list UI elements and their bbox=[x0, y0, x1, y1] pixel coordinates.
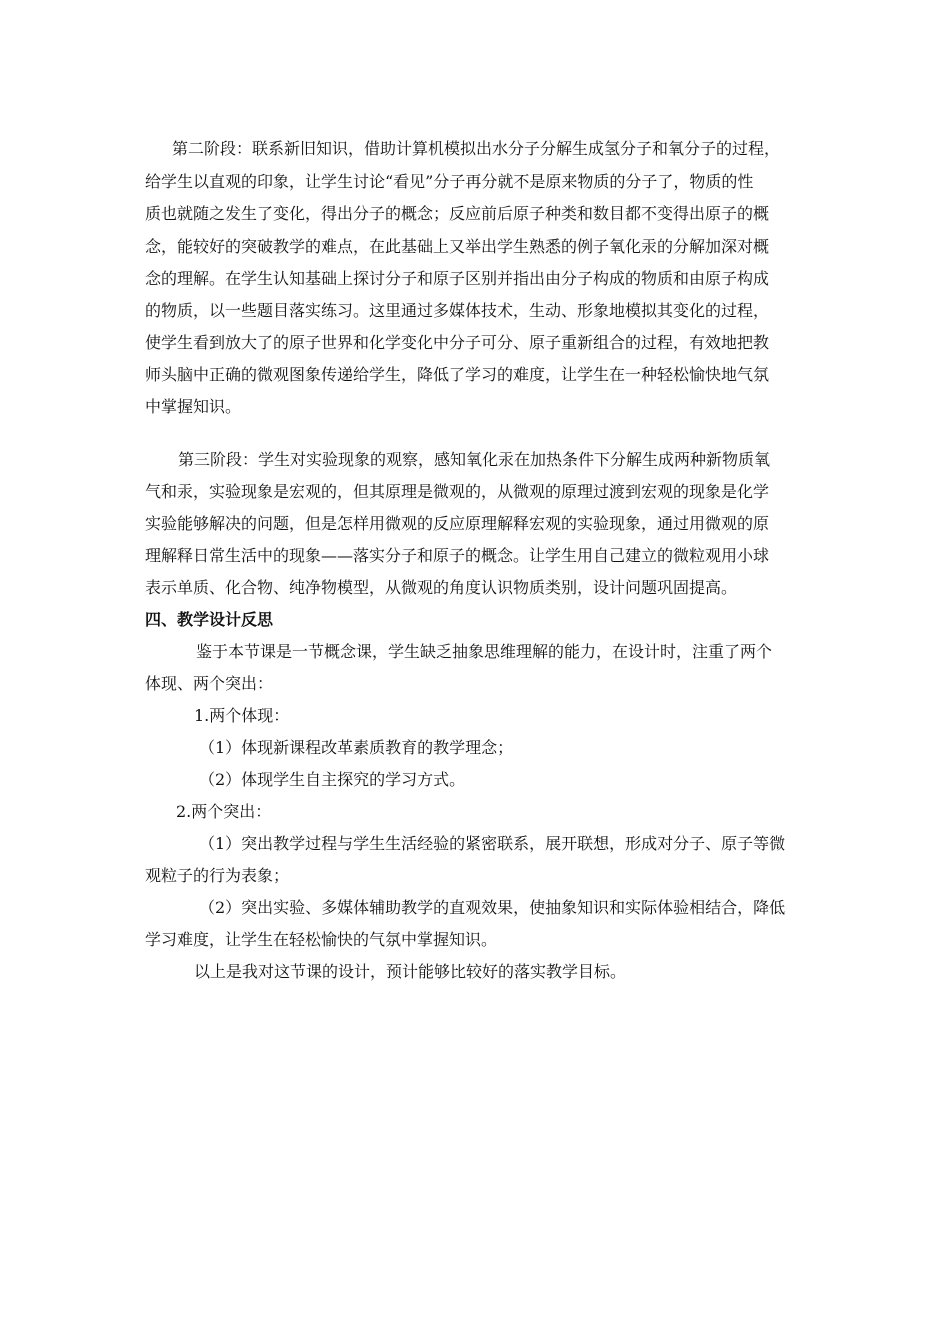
stage2-line: 念的理解。在学生认知基础上探讨分子和原子区别并指出由分子构成的物质和由原子构成 bbox=[145, 269, 770, 288]
stage2-line: 的物质，以一些题目落实练习。这里通过多媒体技术，生动、形象地模拟其变化的过程， bbox=[145, 301, 770, 320]
item2-sub1-line: 观粒子的行为表象； bbox=[145, 866, 290, 885]
item1-title: 1.两个体现： bbox=[194, 706, 290, 725]
stage2-line: 使学生看到放大了的原子世界和化学变化中分子可分、原子重新组合的过程，有效地把教 bbox=[145, 333, 770, 352]
stage3-line: 实验能够解决的问题，但是怎样用微观的反应原理解释宏观的实验现象，通过用微观的原 bbox=[145, 514, 770, 533]
intro-line: 体现、两个突出： bbox=[145, 674, 274, 693]
stage2-line: 质也就随之发生了变化，得出分子的概念；反应前后原子种类和数目都不变得出原子的概 bbox=[145, 204, 770, 223]
stage2-line: 师头脑中正确的微观图象传递给学生，降低了学习的难度，让学生在一种轻松愉快地气氛 bbox=[145, 365, 770, 384]
stage3-line: 表示单质、化合物、纯净物模型，从微观的角度认识物质类别，设计问题巩固提高。 bbox=[145, 578, 738, 597]
item2-title: 2.两个突出： bbox=[176, 802, 272, 821]
item2-sub2-line: 学习难度，让学生在轻松愉快的气氛中掌握知识。 bbox=[145, 930, 498, 949]
intro-line: 鉴于本节课是一节概念课，学生缺乏抽象思维理解的能力，在设计时，注重了两个 bbox=[196, 642, 773, 661]
stage2-line: 中掌握知识。 bbox=[145, 397, 242, 416]
item2-sub2-line: （2）突出实验、多媒体辅助教学的直观效果，使抽象知识和实际体验相结合，降低 bbox=[199, 898, 786, 917]
stage3-line: 理解释日常生活中的现象——落实分子和原子的概念。让学生用自己建立的微粒观用小球 bbox=[145, 546, 770, 565]
item2-sub1-line: （1）突出教学过程与学生生活经验的紧密联系，展开联想，形成对分子、原子等微 bbox=[199, 834, 786, 853]
closing-sentence: 以上是我对这节课的设计，预计能够比较好的落实教学目标。 bbox=[194, 962, 627, 981]
stage2-line: 第二阶段：联系新旧知识，借助计算机模拟出水分子分解生成氢分子和氧分子的过程， bbox=[172, 139, 781, 158]
stage2-line: 念，能较好的突破教学的难点，在此基础上又举出学生熟悉的例子氧化汞的分解加深对概 bbox=[145, 237, 770, 256]
item1-sub1: （1）体现新课程改革素质教育的教学理念； bbox=[199, 738, 514, 757]
stage3-line: 气和汞，实验现象是宏观的，但其原理是微观的，从微观的原理过渡到宏观的现象是化学 bbox=[145, 482, 770, 501]
section-heading: 四、教学设计反思 bbox=[145, 610, 274, 629]
stage2-line: 给学生以直观的印象，让学生讨论“看见”分子再分就不是原来物质的分子了，物质的性 bbox=[145, 172, 754, 191]
item1-sub2: （2）体现学生自主探究的学习方式。 bbox=[199, 770, 466, 789]
stage3-line: 第三阶段：学生对实验现象的观察，感知氧化汞在加热条件下分解生成两种新物质氧 bbox=[178, 450, 771, 469]
